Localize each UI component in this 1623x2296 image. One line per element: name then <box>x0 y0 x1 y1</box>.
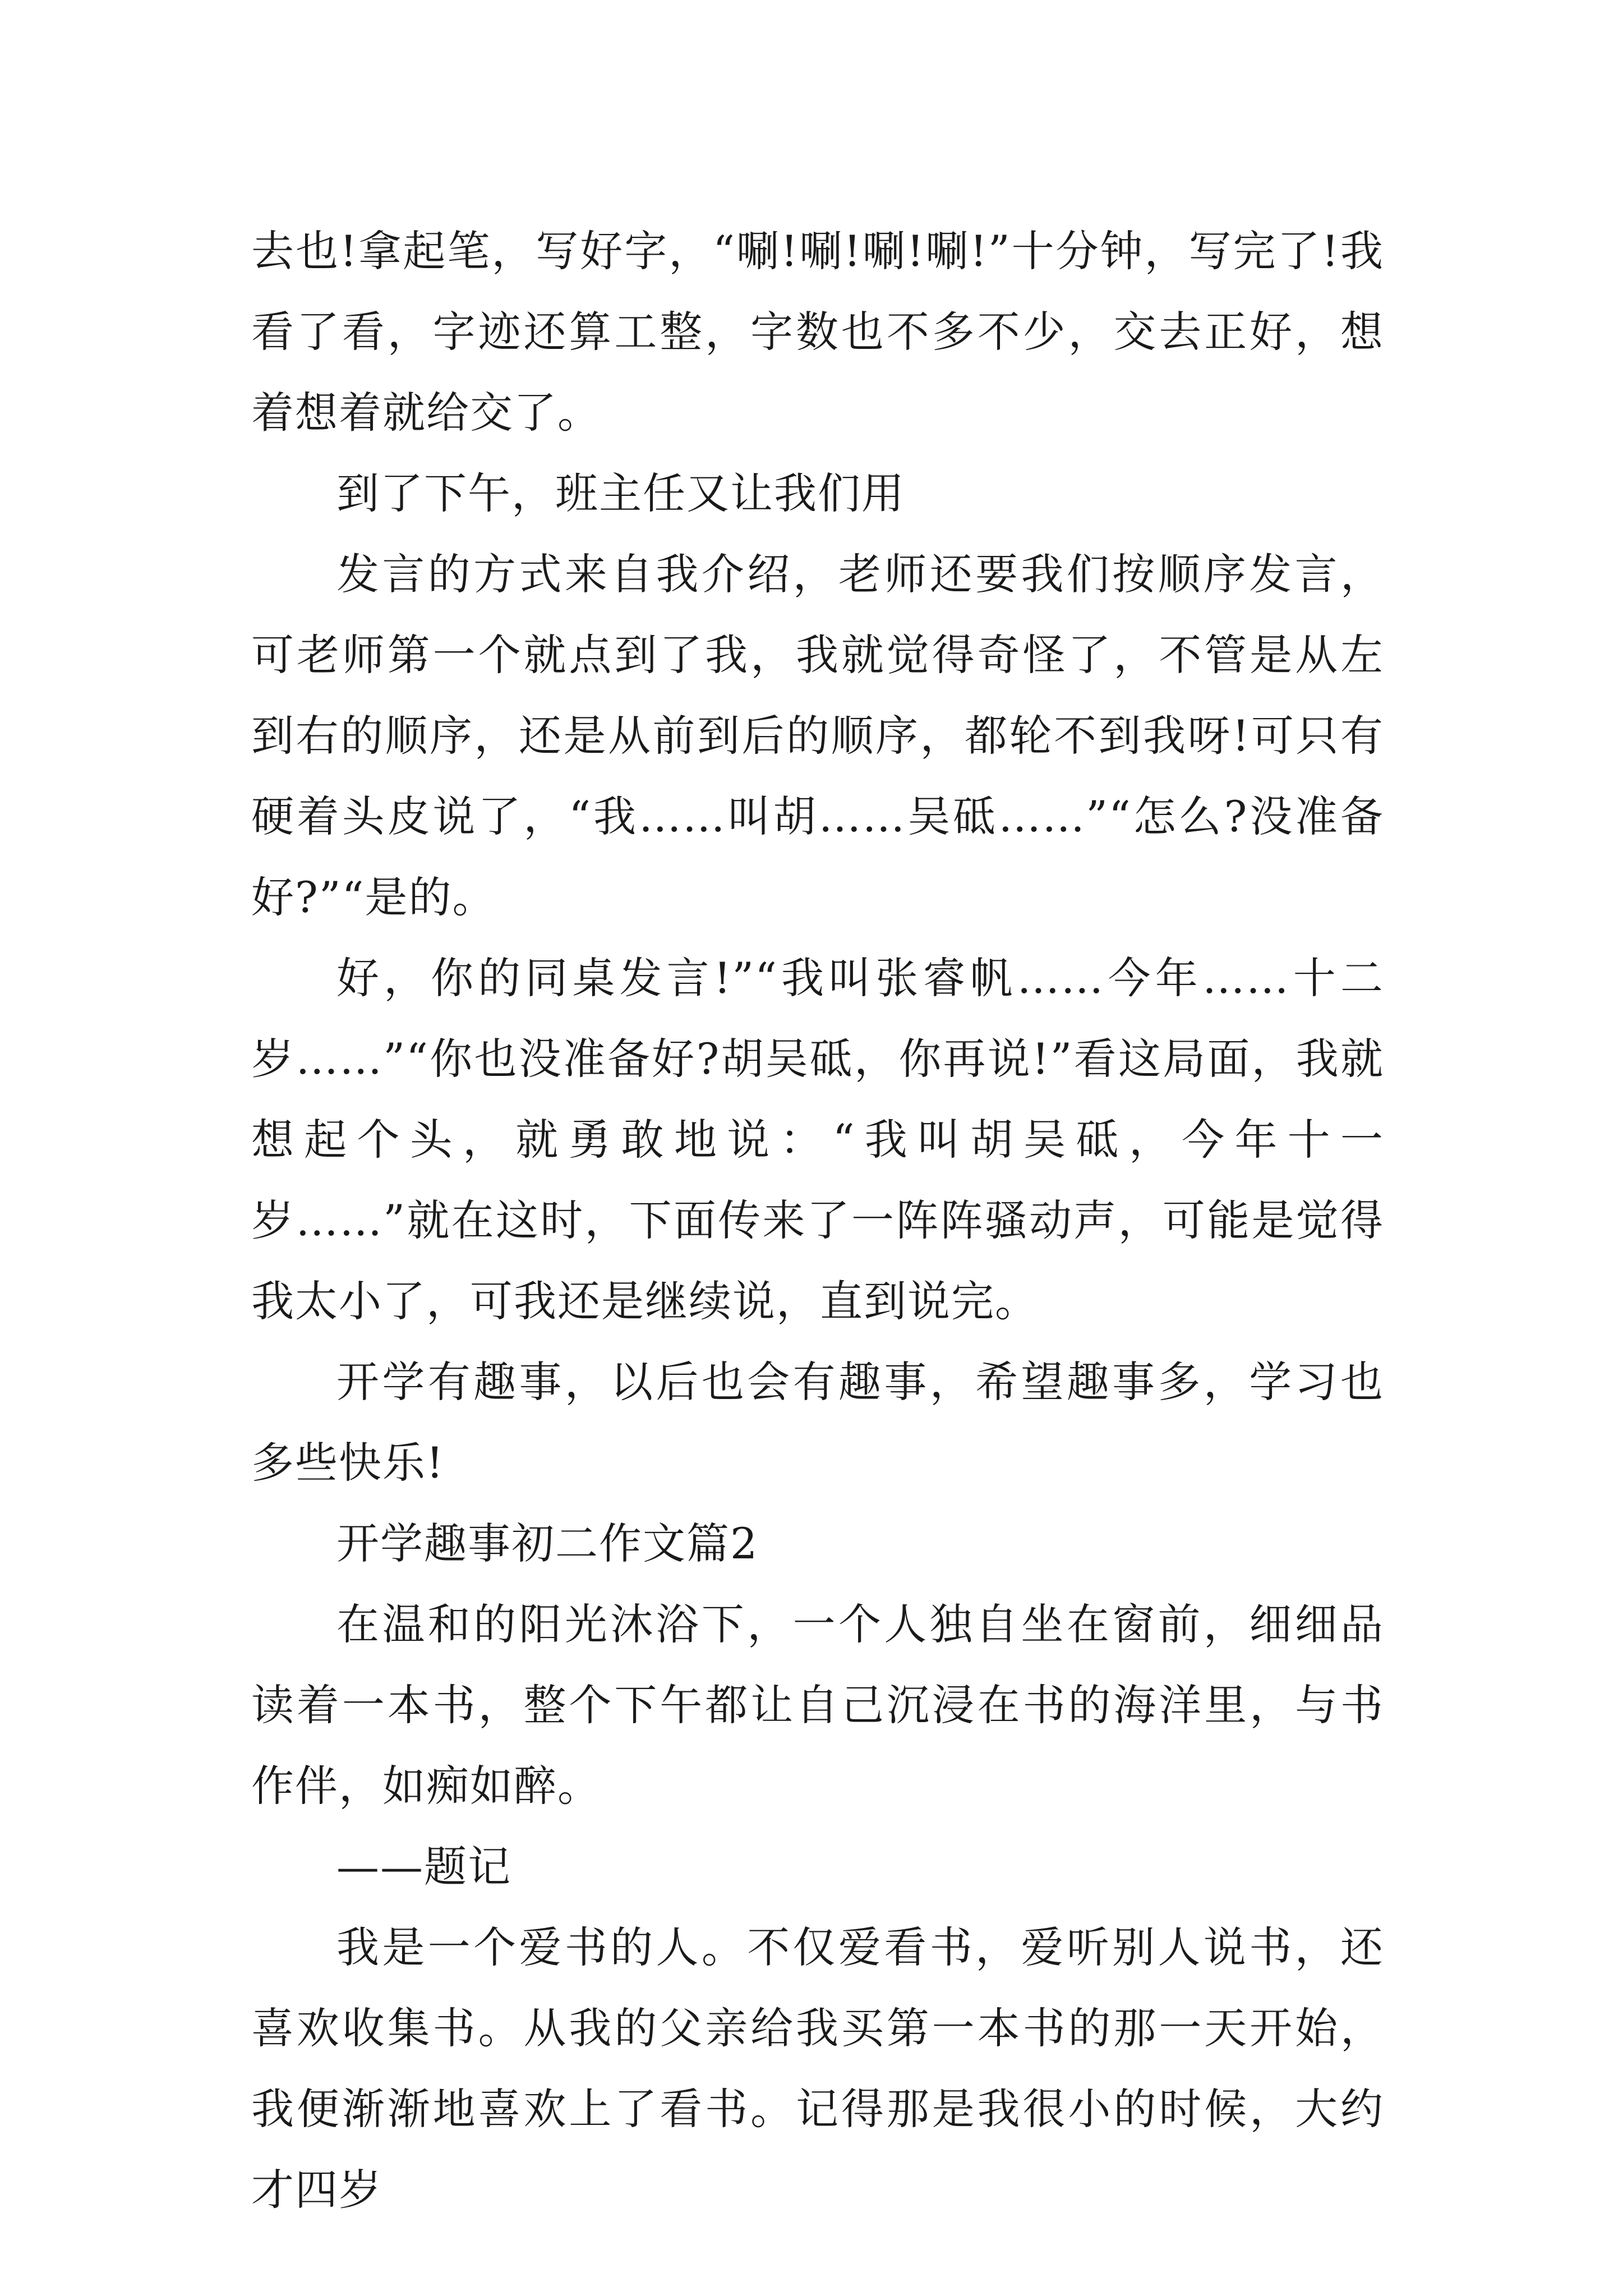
paragraph-book-lover: 我是一个爱书的人。不仅爱看书，爱听别人说书，还喜欢收集书。从我的父亲给我买第一本书的那一天开始，我便渐渐地喜欢上了看书。记得那是我很小的时候，大约才四岁 <box>251 1922 1384 2215</box>
paragraph-deskmate: 好，你的同桌发言!”“我叫张睿帆……今年……十二岁……”“你也没准备好?胡吴砥，你再说!”看这局面，我就想起个头，就勇敢地说：“我叫胡吴砥，今年十一岁……”就在这时，下面传来了一阵阵骚动声，可能是觉得我太小了，可我还是继续说，直到说完。 <box>251 953 1384 1326</box>
document-page <box>251 211 1384 2230</box>
section-heading: 开学趣事初二作文篇2 <box>336 1519 759 1568</box>
paragraph-afternoon: 到了下午，班主任又让我们用 <box>336 468 905 518</box>
paragraph-self-introduction: 发言的方式来自我介绍，老师还要我们按顺序发言，可老师第一个就点到了我，我就觉得奇怪了，不管是从左到右的顺序，还是从前到后的顺序，都轮不到我呀!可只有硬着头皮说了，“我……叫胡……吴砥……”“怎么?没准备好?”“是的。 <box>251 549 1384 922</box>
paragraph-conclusion: 开学有趣事，以后也会有趣事，希望趣事多，学习也多些快乐! <box>251 1357 1384 1488</box>
paragraph-continuation: 去也!拿起笔，写好字，“唰!唰!唰!唰!”十分钟，写完了!我看了看，字迹还算工整，字数也不多不少，交去正好，想着想着就给交了。 <box>251 226 1384 438</box>
epigraph-attribution: ——题记 <box>336 1842 511 1892</box>
paragraph-epigraph: 在温和的阳光沐浴下，一个人独自坐在窗前，细细品读着一本书，整个下午都让自己沉浸在书的海洋里，与书作伴，如痴如醉。 <box>251 1599 1384 1811</box>
